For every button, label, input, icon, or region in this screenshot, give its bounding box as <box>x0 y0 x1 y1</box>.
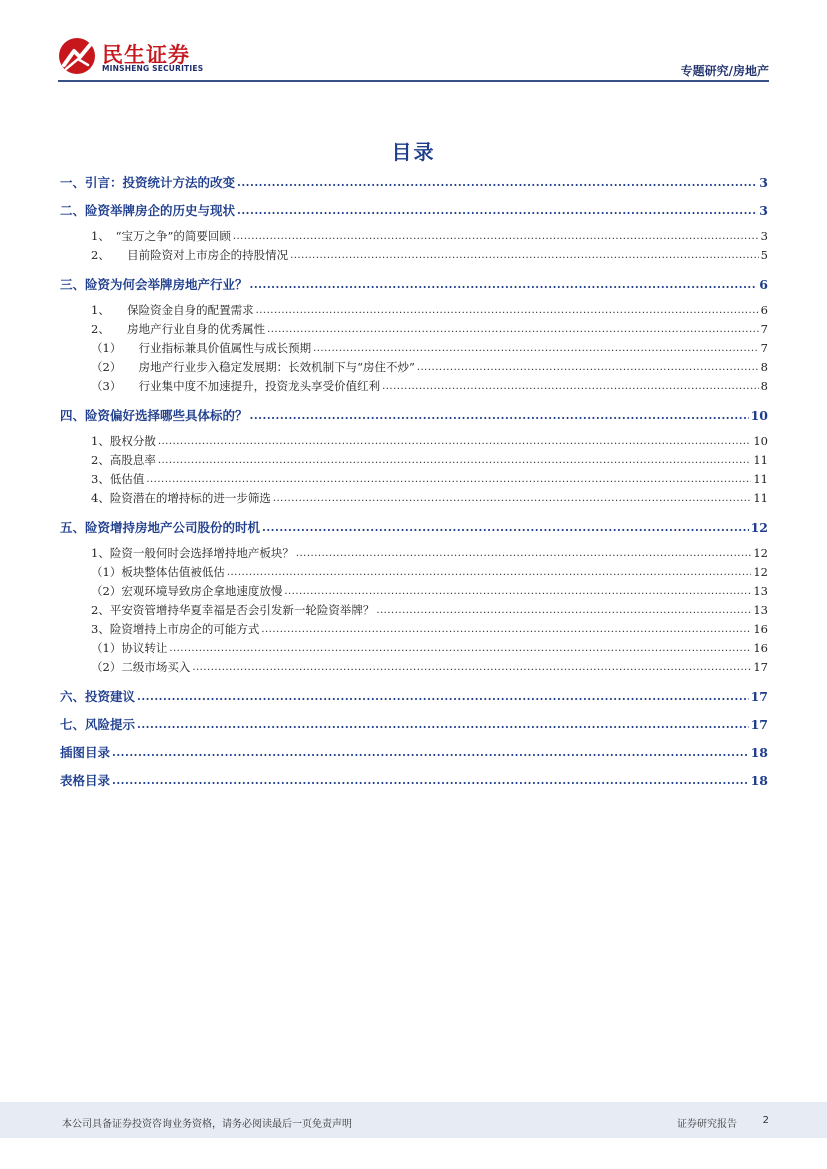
toc-entry-page: 13 <box>753 584 768 598</box>
toc-section-entry[interactable] <box>60 228 768 245</box>
toc-chapter-entry[interactable] <box>60 688 768 706</box>
toc-entry-page: 12 <box>753 565 768 579</box>
toc-section-entry[interactable] <box>60 621 768 638</box>
toc-entry-page: 8 <box>760 360 768 374</box>
toc-entry-page: 11 <box>753 491 768 505</box>
toc-leader-dots <box>262 519 749 537</box>
toc-chapter-entry[interactable] <box>60 174 768 192</box>
toc-section-entry[interactable] <box>60 490 768 507</box>
toc-leader-dots <box>169 640 751 657</box>
toc-entry-label: 1、股权分散 <box>91 434 156 448</box>
toc-section-entry[interactable] <box>60 602 768 619</box>
toc-section-entry[interactable] <box>60 340 768 357</box>
toc-entry-label: 一、引言：投资统计方法的改变 <box>60 175 236 190</box>
toc-leader-dots <box>256 302 759 319</box>
toc-section-entry[interactable] <box>60 359 768 376</box>
toc-leader-dots <box>250 407 749 425</box>
toc-entry-page: 3 <box>759 175 768 190</box>
toc-entry-label: 2、 目前险资对上市房企的持股情况 <box>91 248 289 262</box>
toc-entry-label: 五、险资增持房地产公司股份的时机 <box>60 520 261 535</box>
toc-entry-page: 10 <box>753 434 768 448</box>
toc-entry-label: 3、险资增持上市房企的可能方式 <box>91 622 260 636</box>
toc-section-entry[interactable] <box>60 545 768 562</box>
toc-entry-label: （1）板块整体估值被低估 <box>91 565 225 579</box>
toc-entry-label: 1、 保险资金自身的配置需求 <box>91 303 254 317</box>
toc-section-entry[interactable] <box>60 452 768 469</box>
toc-section-entry[interactable] <box>60 378 768 395</box>
toc-entry-label: （2）二级市场买入 <box>91 660 191 674</box>
minsheng-logo-icon <box>58 37 96 75</box>
footer-page-number: 2 <box>762 1115 769 1126</box>
toc-section-entry[interactable] <box>60 302 768 319</box>
toc-entry-label: （3） 行业集中度不加速提升，投资龙头享受价值红利 <box>91 379 381 393</box>
toc-entry-page: 5 <box>760 248 768 262</box>
toc-leader-dots <box>137 716 749 734</box>
toc-section-entry[interactable] <box>60 564 768 581</box>
toc-chapter-entry[interactable] <box>60 772 768 790</box>
header-divider <box>58 80 769 82</box>
toc-leader-dots <box>382 378 759 395</box>
toc-entry-page: 8 <box>760 379 768 393</box>
toc-section-entry[interactable] <box>60 247 768 264</box>
toc-entry-label: 表格目录 <box>60 773 111 788</box>
toc-entry-label: （2） 房地产行业步入稳定发展期：长效机制下与“房住不炒” <box>91 360 415 374</box>
toc-entry-page: 3 <box>759 203 768 218</box>
toc-section-entry[interactable] <box>60 433 768 450</box>
toc-chapter-entry[interactable] <box>60 744 768 762</box>
toc-leader-dots <box>250 276 758 294</box>
toc-entry-page: 17 <box>750 689 768 704</box>
toc-leader-dots <box>112 744 749 762</box>
logo-english-text: MINSHENG SECURITIES <box>102 64 204 73</box>
toc-entry-page: 17 <box>753 660 768 674</box>
page-header <box>0 0 827 82</box>
toc-entry-page: 12 <box>750 520 768 535</box>
footer-disclaimer: 本公司具备证券投资咨询业务资格，请务必阅读最后一页免责声明 <box>62 1119 352 1130</box>
toc-entry-label: （2）宏观环境导致房企拿地速度放慢 <box>91 584 283 598</box>
toc-chapter-entry[interactable] <box>60 519 768 537</box>
toc-entry-page: 11 <box>753 472 768 486</box>
toc-entry-page: 7 <box>760 341 768 355</box>
toc-entry-page: 10 <box>750 408 768 423</box>
table-of-contents <box>60 174 768 790</box>
toc-leader-dots <box>273 490 752 507</box>
toc-entry-label: （1）协议转让 <box>91 641 168 655</box>
toc-entry-label: （1） 行业指标兼具价值属性与成长预期 <box>91 341 312 355</box>
toc-entry-page: 16 <box>753 622 768 636</box>
toc-section-entry[interactable] <box>60 471 768 488</box>
toc-entry-label: 二、险资举牌房企的历史与现状 <box>60 203 236 218</box>
toc-entry-page: 18 <box>750 745 768 760</box>
toc-entry-page: 13 <box>753 603 768 617</box>
toc-leader-dots <box>158 452 752 469</box>
toc-entry-label: 2、高股息率 <box>91 453 156 467</box>
toc-entry-page: 17 <box>750 717 768 732</box>
toc-entry-label: 4、险资潜在的增持标的进一步筛选 <box>91 491 271 505</box>
company-logo <box>58 37 208 79</box>
toc-leader-dots <box>290 247 759 264</box>
toc-entry-label: 3、低估值 <box>91 472 145 486</box>
toc-entry-label: 七、风险提示 <box>60 717 136 732</box>
toc-entry-page: 16 <box>753 641 768 655</box>
toc-entry-page: 6 <box>759 277 768 292</box>
toc-chapter-entry[interactable] <box>60 276 768 294</box>
toc-leader-dots <box>137 688 749 706</box>
toc-leader-dots <box>158 433 752 450</box>
toc-entry-label: 1、险资一般何时会选择增持地产板块？ <box>91 546 294 560</box>
toc-section-entry[interactable] <box>60 321 768 338</box>
toc-leader-dots <box>112 772 749 790</box>
toc-leader-dots <box>267 321 759 338</box>
toc-entry-label: 三、险资为何会举牌房地产行业？ <box>60 277 248 292</box>
toc-section-entry[interactable] <box>60 640 768 657</box>
toc-entry-label: 四、险资偏好选择哪些具体标的？ <box>60 408 248 423</box>
toc-title: 目录 <box>391 140 436 164</box>
toc-chapter-entry[interactable] <box>60 407 768 425</box>
toc-leader-dots <box>237 202 757 220</box>
logo-chinese-text: 民生证券 <box>102 43 190 67</box>
footer-report-type: 证券研究报告 <box>677 1119 737 1130</box>
section-tag: 专题研究/房地产 <box>680 64 769 78</box>
toc-leader-dots <box>192 659 751 676</box>
toc-entry-label: 2、 房地产行业自身的优秀属性 <box>91 322 266 336</box>
toc-leader-dots <box>237 174 757 192</box>
toc-chapter-entry[interactable] <box>60 202 768 220</box>
toc-entry-page: 3 <box>760 229 768 243</box>
toc-leader-dots <box>417 359 759 376</box>
toc-entry-page: 7 <box>760 322 768 336</box>
toc-section-entry[interactable] <box>60 659 768 676</box>
toc-entry-page: 6 <box>760 303 768 317</box>
toc-leader-dots <box>227 564 752 581</box>
toc-entry-label: 1、 “宝万之争”的简要回顾 <box>91 229 231 243</box>
toc-entry-page: 12 <box>753 546 768 560</box>
toc-leader-dots <box>296 545 752 562</box>
toc-leader-dots <box>376 602 751 619</box>
toc-entry-page: 18 <box>750 773 768 788</box>
toc-leader-dots <box>261 621 751 638</box>
toc-chapter-entry[interactable] <box>60 716 768 734</box>
toc-leader-dots <box>233 228 759 245</box>
toc-entry-label: 六、投资建议 <box>60 689 136 704</box>
toc-leader-dots <box>313 340 759 357</box>
toc-entry-label: 2、平安资管增持华夏幸福是否会引发新一轮险资举牌？ <box>91 603 375 617</box>
toc-entry-page: 11 <box>753 453 768 467</box>
toc-leader-dots <box>284 583 751 600</box>
toc-section-entry[interactable] <box>60 583 768 600</box>
toc-entry-label: 插图目录 <box>60 745 111 760</box>
toc-leader-dots <box>146 471 751 488</box>
